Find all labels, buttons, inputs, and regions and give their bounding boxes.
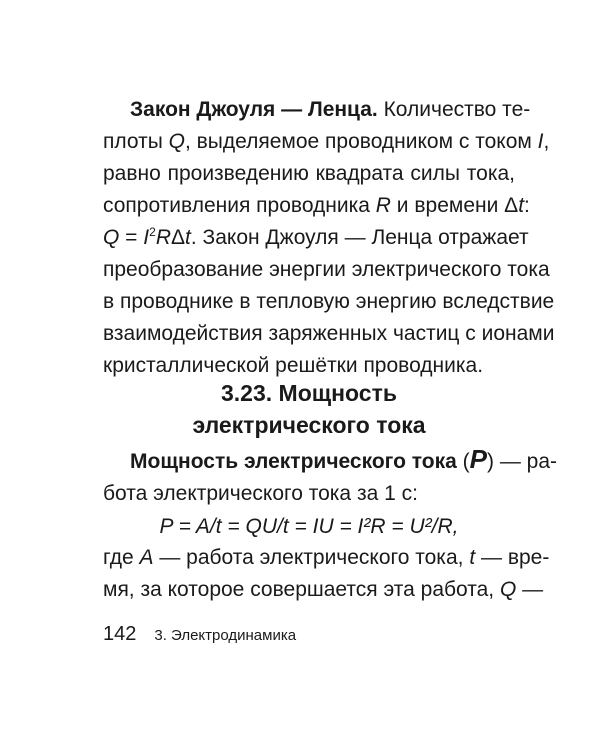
- var-R: R: [155, 226, 171, 249]
- para1-line-2: [103, 128, 550, 156]
- para1-line-4: [103, 192, 530, 220]
- var-t: t: [469, 546, 476, 569]
- var-I: I: [143, 226, 150, 249]
- chapter-title: 3. Электродинамика: [154, 627, 297, 644]
- page-footer: [103, 623, 296, 646]
- para1-text: Количество те-: [383, 98, 531, 121]
- var-t: t: [518, 194, 525, 217]
- power-formula: P = A/t = QU/t = IU = I²R = U²/R,: [159, 515, 459, 538]
- para2-line-4: [103, 544, 550, 572]
- delta: Δ: [170, 226, 186, 249]
- text: — ра-: [494, 450, 558, 473]
- section-title-line-1: 3.23. Мощность: [221, 380, 397, 406]
- para1-line-7: в проводнике в тепловую энергию вследствие: [103, 290, 555, 313]
- para1-line-5: [103, 224, 529, 252]
- var-Q: Q: [103, 226, 120, 249]
- var-Q: Q: [168, 130, 185, 153]
- var-R: R: [375, 194, 391, 217]
- text: ,: [543, 130, 550, 153]
- text: и времени Δ: [390, 194, 519, 217]
- text: плоты: [103, 130, 169, 153]
- text: где: [103, 546, 140, 569]
- text: — вре-: [475, 546, 550, 569]
- var-I: I: [537, 130, 544, 153]
- para1-line-8: взаимодействия заряженных частиц с ионами: [103, 322, 555, 345]
- text: сопротивления проводника: [103, 194, 376, 217]
- power-symbol: P: [469, 444, 487, 474]
- para1-line-6: преобразование энергии электрического тока: [103, 258, 550, 281]
- text: . Закон Джоуля — Ленца отражает: [190, 226, 529, 249]
- page-number: 142: [103, 623, 137, 645]
- power-term: Мощность электрического тока: [130, 450, 457, 473]
- para2-line-2: бота электрического тока за 1 с:: [103, 482, 418, 505]
- para1-line-1: [130, 96, 531, 124]
- para2-line-1: [130, 444, 558, 476]
- text: мя, за которое совершается эта работа,: [103, 578, 500, 601]
- var-A: A: [139, 546, 154, 569]
- law-term: Закон Джоуля — Ленца.: [130, 98, 378, 121]
- section-title-line-2: электрического тока: [192, 412, 426, 438]
- para1-line-9: кристаллической решётки проводника.: [103, 354, 484, 377]
- text: —: [516, 578, 544, 601]
- text: , выделяемое проводником с током: [184, 130, 538, 153]
- text: (: [456, 450, 470, 473]
- var-t: t: [185, 226, 191, 249]
- exponent: 2: [149, 225, 156, 239]
- text: =: [119, 226, 144, 249]
- para1-line-3: равно произведению квадрата силы тока,: [103, 162, 515, 185]
- text: ): [487, 450, 494, 473]
- para2-line-5: [103, 576, 544, 604]
- text: :: [524, 194, 530, 217]
- var-Q: Q: [499, 578, 517, 601]
- text: — работа электрического тока,: [153, 546, 470, 569]
